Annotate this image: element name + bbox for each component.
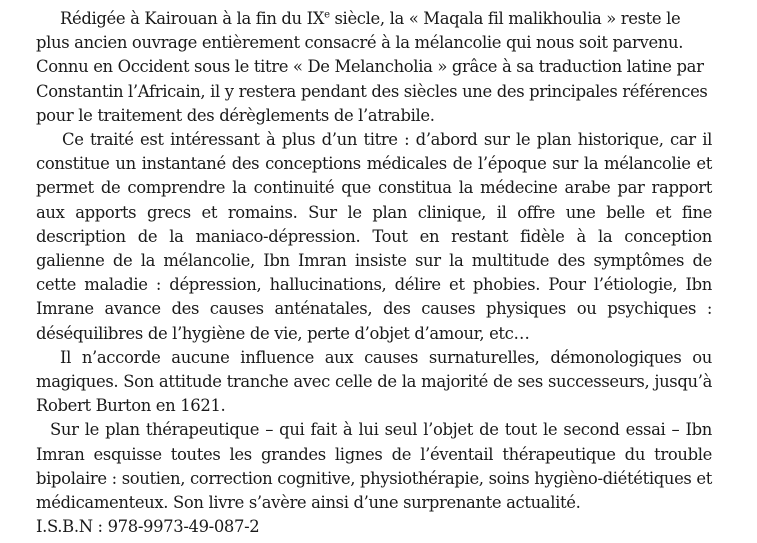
paragraph-intro-start: Rédigée à Kairouan à la fin du IX [60,9,325,28]
paragraph-intro [36,7,712,128]
paragraph-intro-rest: siècle, la « Maqala fil malikhoulia » reste le plus ancien ouvrage entièrement consacré à la mélancolie qui nous soit parvenu. Connu en Occident sous le titre « De Melancholia » grâce à sa traduction latine par Constantin l’Africain, il y restera pendant des siècles une des principales références pour le traitement des dérèglements de l’atrabile. [36,9,708,125]
paragraph-therapy: Sur le plan thérapeutique – qui fait à lui seul l’objet de tout le second essai – Ibn Imran esquisse toutes les grandes lignes de l’éventail thérapeutique du trouble bipolaire : soutien, correction cognitive, physiothérapie, soins hygièno-diététiques et médicamenteux. Son livre s’avère ainsi d’une surprenante actualité. [36,420,712,513]
paragraph-causes: Il n’accorde aucune influence aux causes surnaturelles, démonologiques ou magiques. Son attitude tranche avec celle de la majorité de ses successeurs, jusqu’à Robert Burton en 1621. [36,347,712,416]
century-superscript: e [324,9,330,21]
isbn-line: I.S.B.N : 978-9973-49-087-2 [36,517,260,537]
paragraph-interest: Ce traité est intéressant à plus d’un titre : d’abord sur le plan historique, car il constitue un instantané des conceptions médicales de l’époque sur la mélancolie et permet de comprendre la continuité que constitua la médecine arabe par rapport aux apports grecs et romains. Sur le plan clinique, il offre une belle et fine description de la maniaco-dépression. Tout en restant fidèle à la conception galienne de la mélancolie, Ibn Imran insiste sur la multitude des symptômes de cette maladie : dépression, hallucinations, délire et phobies. Pour l’étiologie, Ibn Imrane avance des causes anténatales, des causes physiques ou psychiques : déséquilibres de l’hygiène de vie, perte d’objet d’amour, etc… [36,130,712,343]
book-back-cover-text [36,7,712,539]
